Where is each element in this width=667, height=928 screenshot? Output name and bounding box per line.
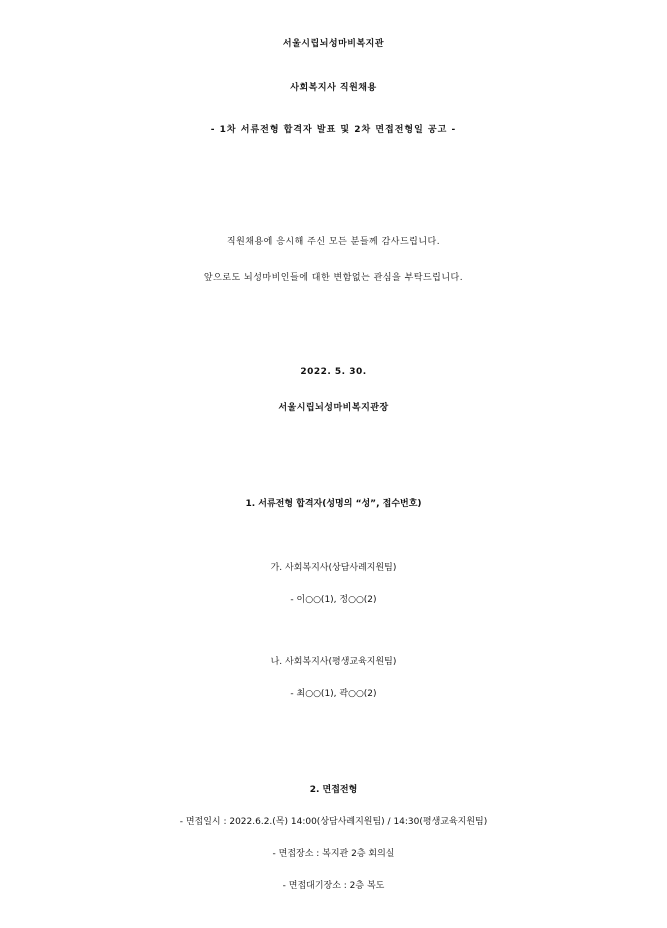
greeting-line-2: 앞으로도 뇌성마비인들에 대한 변함없는 관심을 부탁드립니다.	[203, 273, 464, 283]
interview-location: - 면접장소 : 복지관 2층 회의실	[272, 849, 395, 859]
group-1-label: 가. 사회복지사(상담사례지원팀)	[270, 563, 397, 573]
announcement-date: 2022. 5. 30.	[300, 367, 367, 377]
interview-datetime: - 면접일시 : 2022.6.2.(목) 14:00(상담사례지원팀) / 14:30(평생교육지원팀)	[179, 817, 488, 827]
greeting-line-1: 직원채용에 응시해 주신 모든 분들께 감사드립니다.	[226, 237, 441, 247]
interview-waiting-area: - 면접대기장소 : 2층 복도	[282, 881, 385, 891]
org-title: 서울시립뇌성마비복지관	[282, 39, 385, 49]
announcement-subtitle: - 1차 서류전형 합격자 발표 및 2차 면접전형일 공고 -	[210, 125, 457, 135]
recruitment-title: 사회복지사 직원채용	[290, 83, 377, 93]
group-2-applicants: - 최○○(1), 곽○○(2)	[290, 689, 377, 699]
group-2-label: 나. 사회복지사(평생교육지원팀)	[270, 657, 397, 667]
section1-heading: 1. 서류전형 합격자(성명의 “성”, 접수번호)	[245, 499, 422, 509]
section2-heading: 2. 면접전형	[309, 785, 358, 795]
group-1-applicants: - 이○○(1), 정○○(2)	[290, 595, 377, 605]
issuer-name: 서울시립뇌성마비복지관장	[278, 403, 389, 413]
